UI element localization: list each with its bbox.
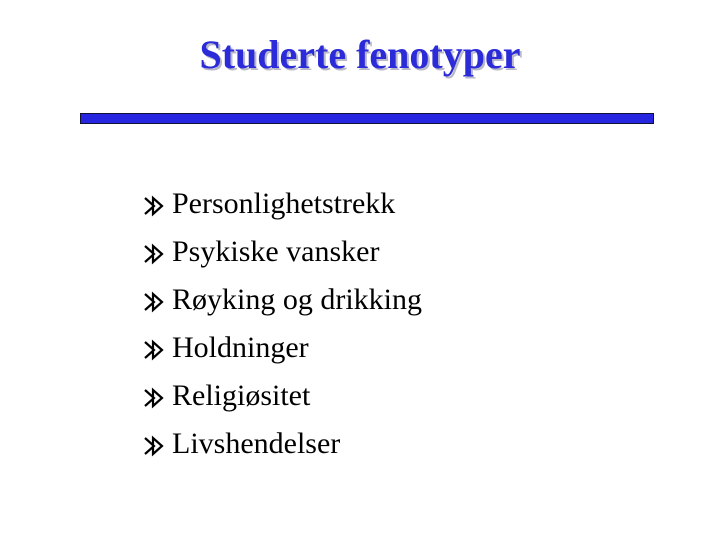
bullet-text: Røyking og drikking bbox=[172, 283, 423, 316]
bullet-text: Personlighetstrekk bbox=[172, 187, 396, 220]
arrow-bullet-icon bbox=[143, 435, 168, 457]
bullet-item-religiositet bbox=[143, 372, 422, 420]
arrow-bullet-icon bbox=[143, 243, 168, 265]
bullet-item-livshendelser bbox=[143, 420, 422, 468]
arrow-bullet-icon bbox=[143, 195, 168, 217]
arrow-bullet-icon bbox=[143, 339, 168, 361]
bullet-text: Psykiske vansker bbox=[172, 235, 380, 268]
slide-title: Studerte fenotyper bbox=[199, 32, 521, 77]
bullet-text: Livshendelser bbox=[172, 427, 341, 460]
bullet-item-holdninger bbox=[143, 324, 422, 372]
bullet-item-royking-og-drikking bbox=[143, 276, 422, 324]
bullet-list bbox=[143, 180, 422, 468]
bullet-text: Religiøsitet bbox=[172, 379, 311, 412]
arrow-bullet-icon bbox=[143, 291, 168, 313]
title-underline-bar bbox=[80, 113, 654, 124]
arrow-bullet-icon bbox=[143, 387, 168, 409]
bullet-item-personlighetstrekk bbox=[143, 180, 422, 228]
bullet-item-psykiske-vansker bbox=[143, 228, 422, 276]
bullet-text: Holdninger bbox=[172, 331, 309, 364]
